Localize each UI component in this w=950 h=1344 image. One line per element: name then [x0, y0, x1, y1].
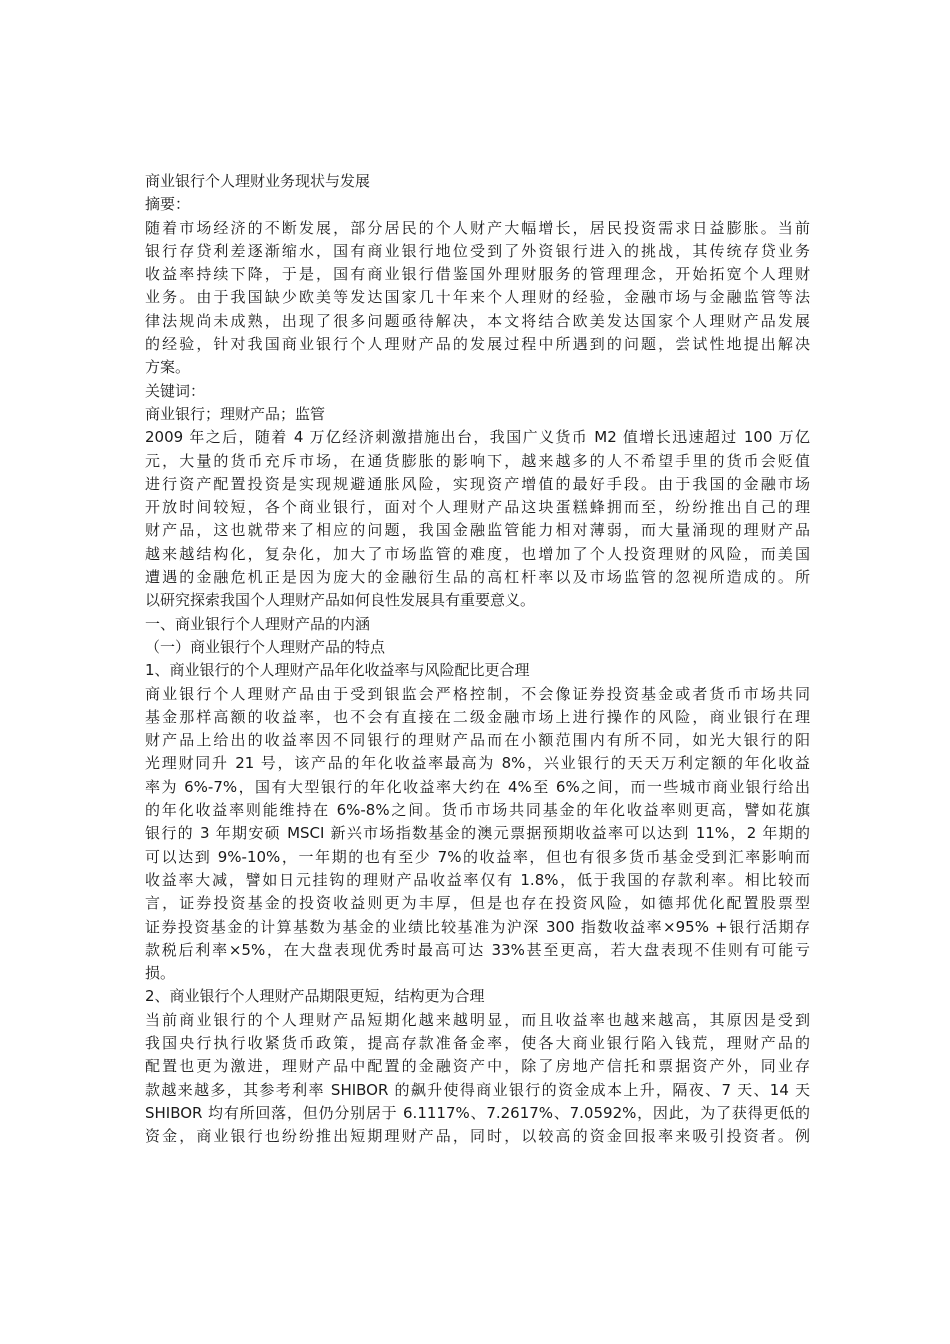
- section-heading: 一、商业银行个人理财产品的内涵: [145, 614, 371, 633]
- abstract-heading: 摘要：: [145, 195, 191, 214]
- point1-line: 商业银行个人理财产品由于受到银监会严格控制，不会像证券投资基金或者货币市场共同: [145, 684, 810, 703]
- point1-paragraph: [145, 683, 810, 986]
- intro-line: 进行资产配置投资是实现规避通胀风险，实现资产增值的最好手段。由于我国的金融市场: [145, 474, 810, 493]
- intro-line: 开放时间较短，各个商业银行，面对个人理财产品这块蛋糕蜂拥而至，纷纷推出自己的理: [145, 498, 810, 517]
- keywords: 商业银行；理财产品；监管: [145, 404, 326, 423]
- point1-line: 损。: [145, 964, 176, 983]
- abstract-line: 业务。由于我国缺少欧美等发达国家几十年来个人理财的经验，金融市场与金融监管等法: [145, 288, 810, 307]
- document-title: 商业银行个人理财业务现状与发展: [145, 172, 371, 190]
- point2-line: 资金，商业银行也纷纷推出短期理财产品，同时，以较高的资金回报率来吸引投资者。例: [145, 1127, 810, 1146]
- document-page: [145, 170, 810, 1148]
- abstract-line: 银行存贷利差逐渐缩水，国有商业银行地位受到了外资银行进入的挑战，其传统存贷业务: [145, 241, 810, 260]
- intro-paragraph: [145, 426, 810, 612]
- abstract-line: 随着市场经济的不断发展，部分居民的个人财产大幅增长，居民投资需求日益膨胀。当前: [145, 218, 810, 237]
- point1-line: 收益率大减，譬如日元挂钩的理财产品收益率仅有 1.8%，低于我国的存款利率。相比较而: [145, 870, 810, 889]
- point2-line: 配置也更为激进，理财产品中配置的金融资产中，除了房地产信托和票据资产外，同业存: [145, 1057, 810, 1076]
- point1-line: 的年化收益率则能维持在 6%-8%之间。货币市场共同基金的年化收益率则更高，譬如花旗: [145, 801, 810, 820]
- intro-line: 以研究探索我国个人理财产品如何良性发展具有重要意义。: [145, 591, 536, 610]
- point2-line: 我国央行执行收紧货币政策，提高存款准备金率，使各大商业银行陷入钱荒，理财产品的: [145, 1033, 810, 1052]
- point1-line: 证券投资基金的计算基数为基金的业绩比较基准为沪深 300 指数收益率×95% +银行活期存: [145, 917, 810, 936]
- point2-line: SHIBOR 均有所回落，但仍分别居于 6.1117%、7.2617%、7.0592%，因此，为了获得更低的: [145, 1103, 810, 1122]
- intro-line: 元，大量的货币充斥市场，在通货膨胀的影响下，越来越多的人不希望手里的货币会贬值: [145, 451, 810, 470]
- point1-line: 银行的 3 年期安硕 MSCI 新兴市场指数基金的澳元票据预期收益率可以达到 11%，2 年期的: [145, 824, 810, 843]
- point2-line: 当前商业银行的个人理财产品短期化越来越明显，而且收益率也越来越高，其原因是受到: [145, 1010, 810, 1029]
- point1-line: 光理财同升 21 号，该产品的年化收益率最高为 8%，兴业银行的天天万利定额的年化收益: [145, 754, 810, 773]
- abstract-line: 的经验，针对我国商业银行个人理财产品的发展过程中所遇到的问题，尝试性地提出解决: [145, 335, 810, 354]
- intro-line: 财产品，这也就带来了相应的问题，我国金融监管能力相对薄弱，而大量涌现的理财产品: [145, 521, 810, 540]
- point1-line: 基金那样高额的收益率，也不会有直接在二级金融市场上进行操作的风险，商业银行在理: [145, 707, 810, 726]
- point-heading: 1、商业银行的个人理财产品年化收益率与风险配比更合理: [145, 661, 530, 680]
- abstract-line: 方案。: [145, 358, 191, 377]
- intro-line: 越来越结构化，复杂化，加大了市场监管的难度，也增加了个人投资理财的风险，而美国: [145, 544, 810, 563]
- point1-line: 可以达到 9%-10%，一年期的也有至少 7%的收益率，但也有很多货币基金受到汇率影响而: [145, 847, 810, 866]
- point1-line: 财产品上给出的收益率因不同银行的理财产品而在小额范围内有所不同，如光大银行的阳: [145, 731, 810, 750]
- abstract-paragraph: [145, 217, 810, 380]
- point1-line: 言，证券投资基金的投资收益则更为丰厚，但是也存在投资风险，如德邦优化配置股票型: [145, 894, 810, 913]
- intro-line: 遭遇的金融危机正是因为庞大的金融衍生品的高杠杆率以及市场监管的忽视所造成的。所: [145, 568, 810, 587]
- point2-line: 款越来越多，其参考利率 SHIBOR 的飙升使得商业银行的资金成本上升，隔夜、7 天、14 天: [145, 1080, 810, 1099]
- point-heading: 2、商业银行个人理财产品期限更短，结构更为合理: [145, 987, 485, 1006]
- abstract-line: 律法规尚未成熟，出现了很多问题亟待解决，本文将结合欧美发达国家个人理财产品发展: [145, 311, 810, 330]
- intro-line: 2009 年之后，随着 4 万亿经济刺激措施出台，我国广义货币 M2 值增长迅速超过 100 万亿: [145, 428, 810, 447]
- point1-line: 率为 6%-7%，国有大型银行的年化收益率大约在 4%至 6%之间，而一些城市商业银行给出: [145, 777, 810, 796]
- point1-line: 款税后利率×5%，在大盘表现优秀时最高可达 33%甚至更高，若大盘表现不佳则有可能亏: [145, 940, 810, 959]
- subsection-heading: （一）商业银行个人理财产品的特点: [145, 637, 386, 656]
- abstract-line: 收益率持续下降，于是，国有商业银行借鉴国外理财服务的管理理念，开始拓宽个人理财: [145, 265, 810, 284]
- keywords-heading: 关键词：: [145, 381, 206, 400]
- point2-paragraph: [145, 1009, 810, 1149]
